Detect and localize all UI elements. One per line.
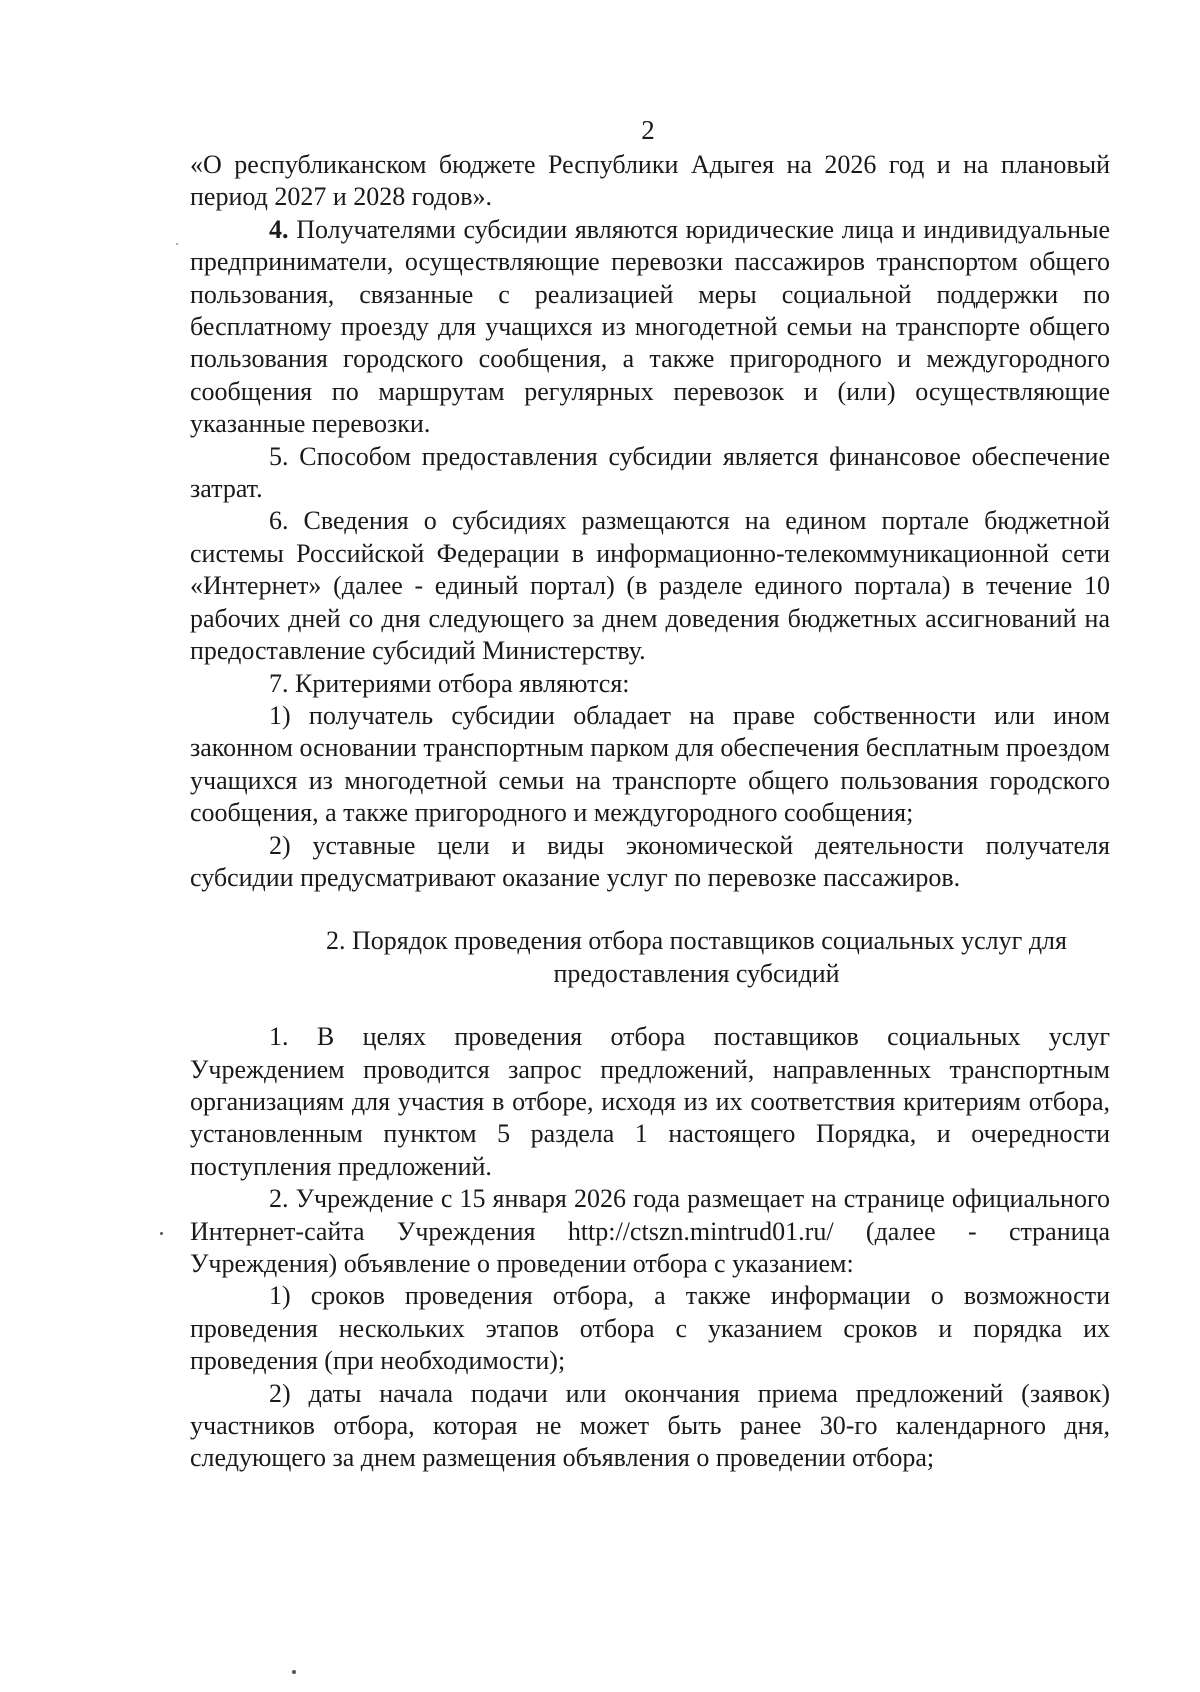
- section-2-paragraph-2: 2. Учреждение с 15 января 2026 года размещает на странице официального Интернет-сайта Учреждения http://ctszn.mintrud01.ru/ (далее - страница Учреждения) объявление о проведении отбора с указанием:: [190, 1184, 1110, 1278]
- page-number: 2: [641, 115, 655, 145]
- paragraph-6: 6. Сведения о субсидиях размещаются на едином портале бюджетной системы Российской Федерации в информационно-телекоммуникационной сети «Интернет» (далее - единый портал) (в разделе единого портала) в течение 10 рабочих дней со дня следующего за днем доведения бюджетных ассигнований на предоставление субсидий Министерству.: [190, 506, 1110, 666]
- paragraph-4-text: Получателями субсидии являются юридические лица и индивидуальные предприниматели, осуществляющие перевозки пассажиров транспортом общего пользования, связанные с реализацией меры социальной поддержки по бесплатному проезду для учащихся из многодетной семьи на транспорте общего пользования городского сообщения, а также пригородного и междугородного сообщения по маршрутам регулярных перевозок и (или) осуществляющие указанные перевозки.: [190, 214, 1111, 439]
- paragraph-4-number: 4.: [269, 214, 289, 244]
- document-body: [190, 149, 1110, 1475]
- scan-speck: [160, 1232, 163, 1235]
- section-2-heading-line-2: предоставления субсидий: [553, 958, 840, 988]
- paragraph-5: 5. Способом предоставления субсидии является финансовое обеспечение затрат.: [190, 441, 1110, 504]
- paragraph-7-item-2: 2) уставные цели и виды экономической деятельности получателя субсидии предусматривают оказание услуг по перевозке пассажиров.: [190, 830, 1110, 892]
- scan-speck: [176, 243, 178, 245]
- paragraph-7: 7. Критериями отбора являются:: [269, 668, 630, 698]
- scan-speck: [292, 1670, 296, 1674]
- section-2-heading-line-1: 2. Порядок проведения отбора поставщиков социальных услуг для: [326, 926, 1067, 956]
- paragraph-7-item-1: 1) получатель субсидии обладает на праве собственности или ином законном основании транспортным парком для обеспечения бесплатным проездом учащихся из многодетной семьи на транспорте общего пользования городского сообщения, а также пригородного и междугородного сообщения;: [190, 700, 1110, 828]
- section-2-paragraph-2-item-1: 1) сроков проведения отбора, а также информации о возможности проведения нескольких этапов отбора с указанием сроков и порядка их проведения (при необходимости);: [190, 1281, 1110, 1376]
- section-2-paragraph-1: 1. В целях проведения отбора поставщиков социальных услуг Учреждением проводится запрос предложений, направленных транспортным организациям для участия в отборе, исходя из их соответствия критериям отбора, установленным пунктом 5 раздела 1 настоящего Порядка, и очередности поступления предложений.: [190, 1022, 1110, 1181]
- paragraph-4: [190, 214, 1110, 441]
- budget-law-continuation: «О республиканском бюджете Республики Адыгея на 2026 год и на плановый период 2027 и 2028 годов».: [190, 150, 1110, 212]
- section-2-heading: [190, 925, 1110, 990]
- section-2-paragraph-2-item-2: 2) даты начала подачи или окончания приема предложений (заявок) участников отбора, которая не может быть ранее 30-го календарного дня, следующего за днем размещения объявления о проведении отбора;: [190, 1378, 1110, 1473]
